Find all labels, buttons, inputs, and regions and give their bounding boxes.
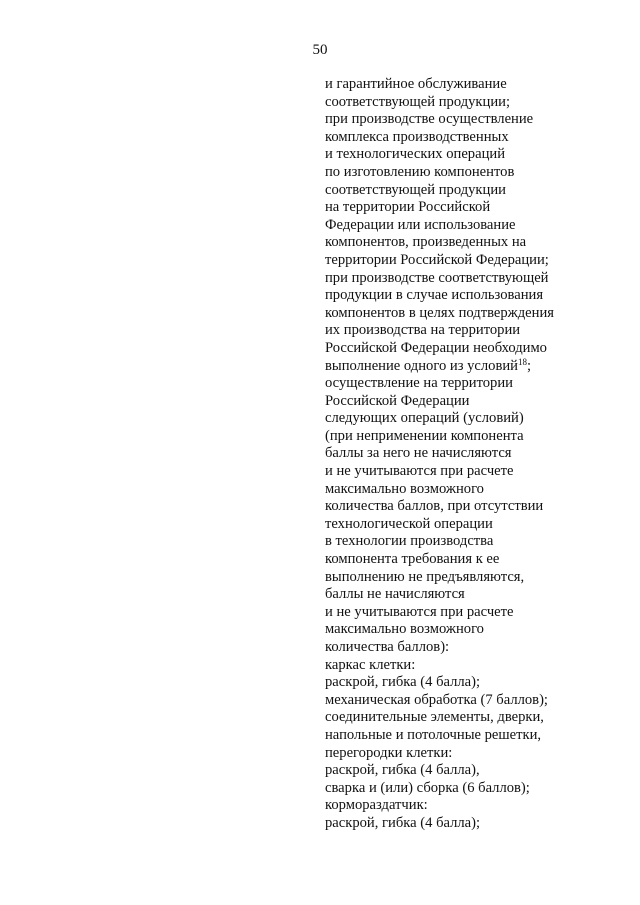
text-line: и гарантийное обслуживание bbox=[325, 76, 507, 92]
text-line: комплекса производственных bbox=[325, 128, 509, 145]
text-line: перегородки клетки: bbox=[325, 744, 453, 761]
text-line: осуществление на территории bbox=[325, 375, 513, 392]
text-line: соединительные элементы, дверки, bbox=[325, 709, 544, 726]
text-line: технологической операции bbox=[325, 515, 493, 532]
text-line: при производстве осуществление bbox=[325, 111, 534, 128]
text-line: механическая обработка (7 баллов); bbox=[325, 691, 548, 708]
text-line: Российской Федерации необходимо bbox=[325, 339, 547, 356]
text-line: продукции в случае использования bbox=[325, 287, 544, 304]
text-line: баллы не начисляются bbox=[325, 586, 465, 603]
text-line: по изготовлению компонентов bbox=[325, 163, 515, 180]
text-line: кормораздатчик: bbox=[325, 797, 428, 814]
footnote-reference[interactable]: 18 bbox=[518, 356, 527, 367]
text-line: и технологических операций bbox=[325, 146, 505, 163]
text-line: их производства на территории bbox=[325, 322, 521, 339]
text-line: и не учитываются при расчете bbox=[325, 603, 514, 620]
text-line: максимально возможного bbox=[325, 480, 484, 497]
footnote-suffix: ; bbox=[527, 357, 532, 374]
text-line: раскрой, гибка (4 балла), bbox=[325, 762, 480, 779]
text-line: количества баллов): bbox=[325, 639, 450, 655]
text-line: компонентов, произведенных на bbox=[325, 234, 527, 251]
text-line: сварка и (или) сборка (6 баллов); bbox=[325, 779, 530, 796]
text-line: баллы за него не начисляются bbox=[325, 445, 512, 462]
text-line: максимально возможного bbox=[325, 621, 484, 638]
page-number: 50 bbox=[312, 42, 328, 58]
text-line: следующих операций (условий) bbox=[325, 410, 524, 427]
text-line: (при неприменении компонента bbox=[325, 427, 524, 444]
text-line: каркас клетки: bbox=[325, 656, 416, 673]
text-line-fragment: выполнение одного из условий bbox=[325, 357, 518, 374]
text-line: компонента требования к ее bbox=[325, 551, 500, 568]
text-line: соответствующей продукции; bbox=[325, 93, 510, 110]
text-line: соответствующей продукции bbox=[325, 181, 506, 198]
text-line: в технологии производства bbox=[325, 533, 494, 550]
text-line: Федерации или использование bbox=[325, 216, 516, 233]
text-line: напольные и потолочные решетки, bbox=[325, 726, 542, 743]
text-line: раскрой, гибка (4 балла); bbox=[325, 814, 481, 831]
text-line: Российской Федерации bbox=[325, 392, 470, 409]
text-line: на территории Российской bbox=[325, 199, 491, 216]
text-line: выполнению не предъявляются, bbox=[325, 568, 525, 585]
text-line: раскрой, гибка (4 балла); bbox=[325, 674, 481, 691]
text-line: при производстве соответствующей bbox=[325, 269, 549, 286]
text-line: территории Российской Федерации; bbox=[325, 251, 549, 268]
text-line: и не учитываются при расчете bbox=[325, 463, 514, 480]
text-line: количества баллов, при отсутствии bbox=[325, 498, 544, 515]
text-line: компонентов в целях подтверждения bbox=[325, 304, 554, 321]
body-text bbox=[325, 76, 625, 833]
text-line-with-footnote bbox=[325, 358, 625, 376]
